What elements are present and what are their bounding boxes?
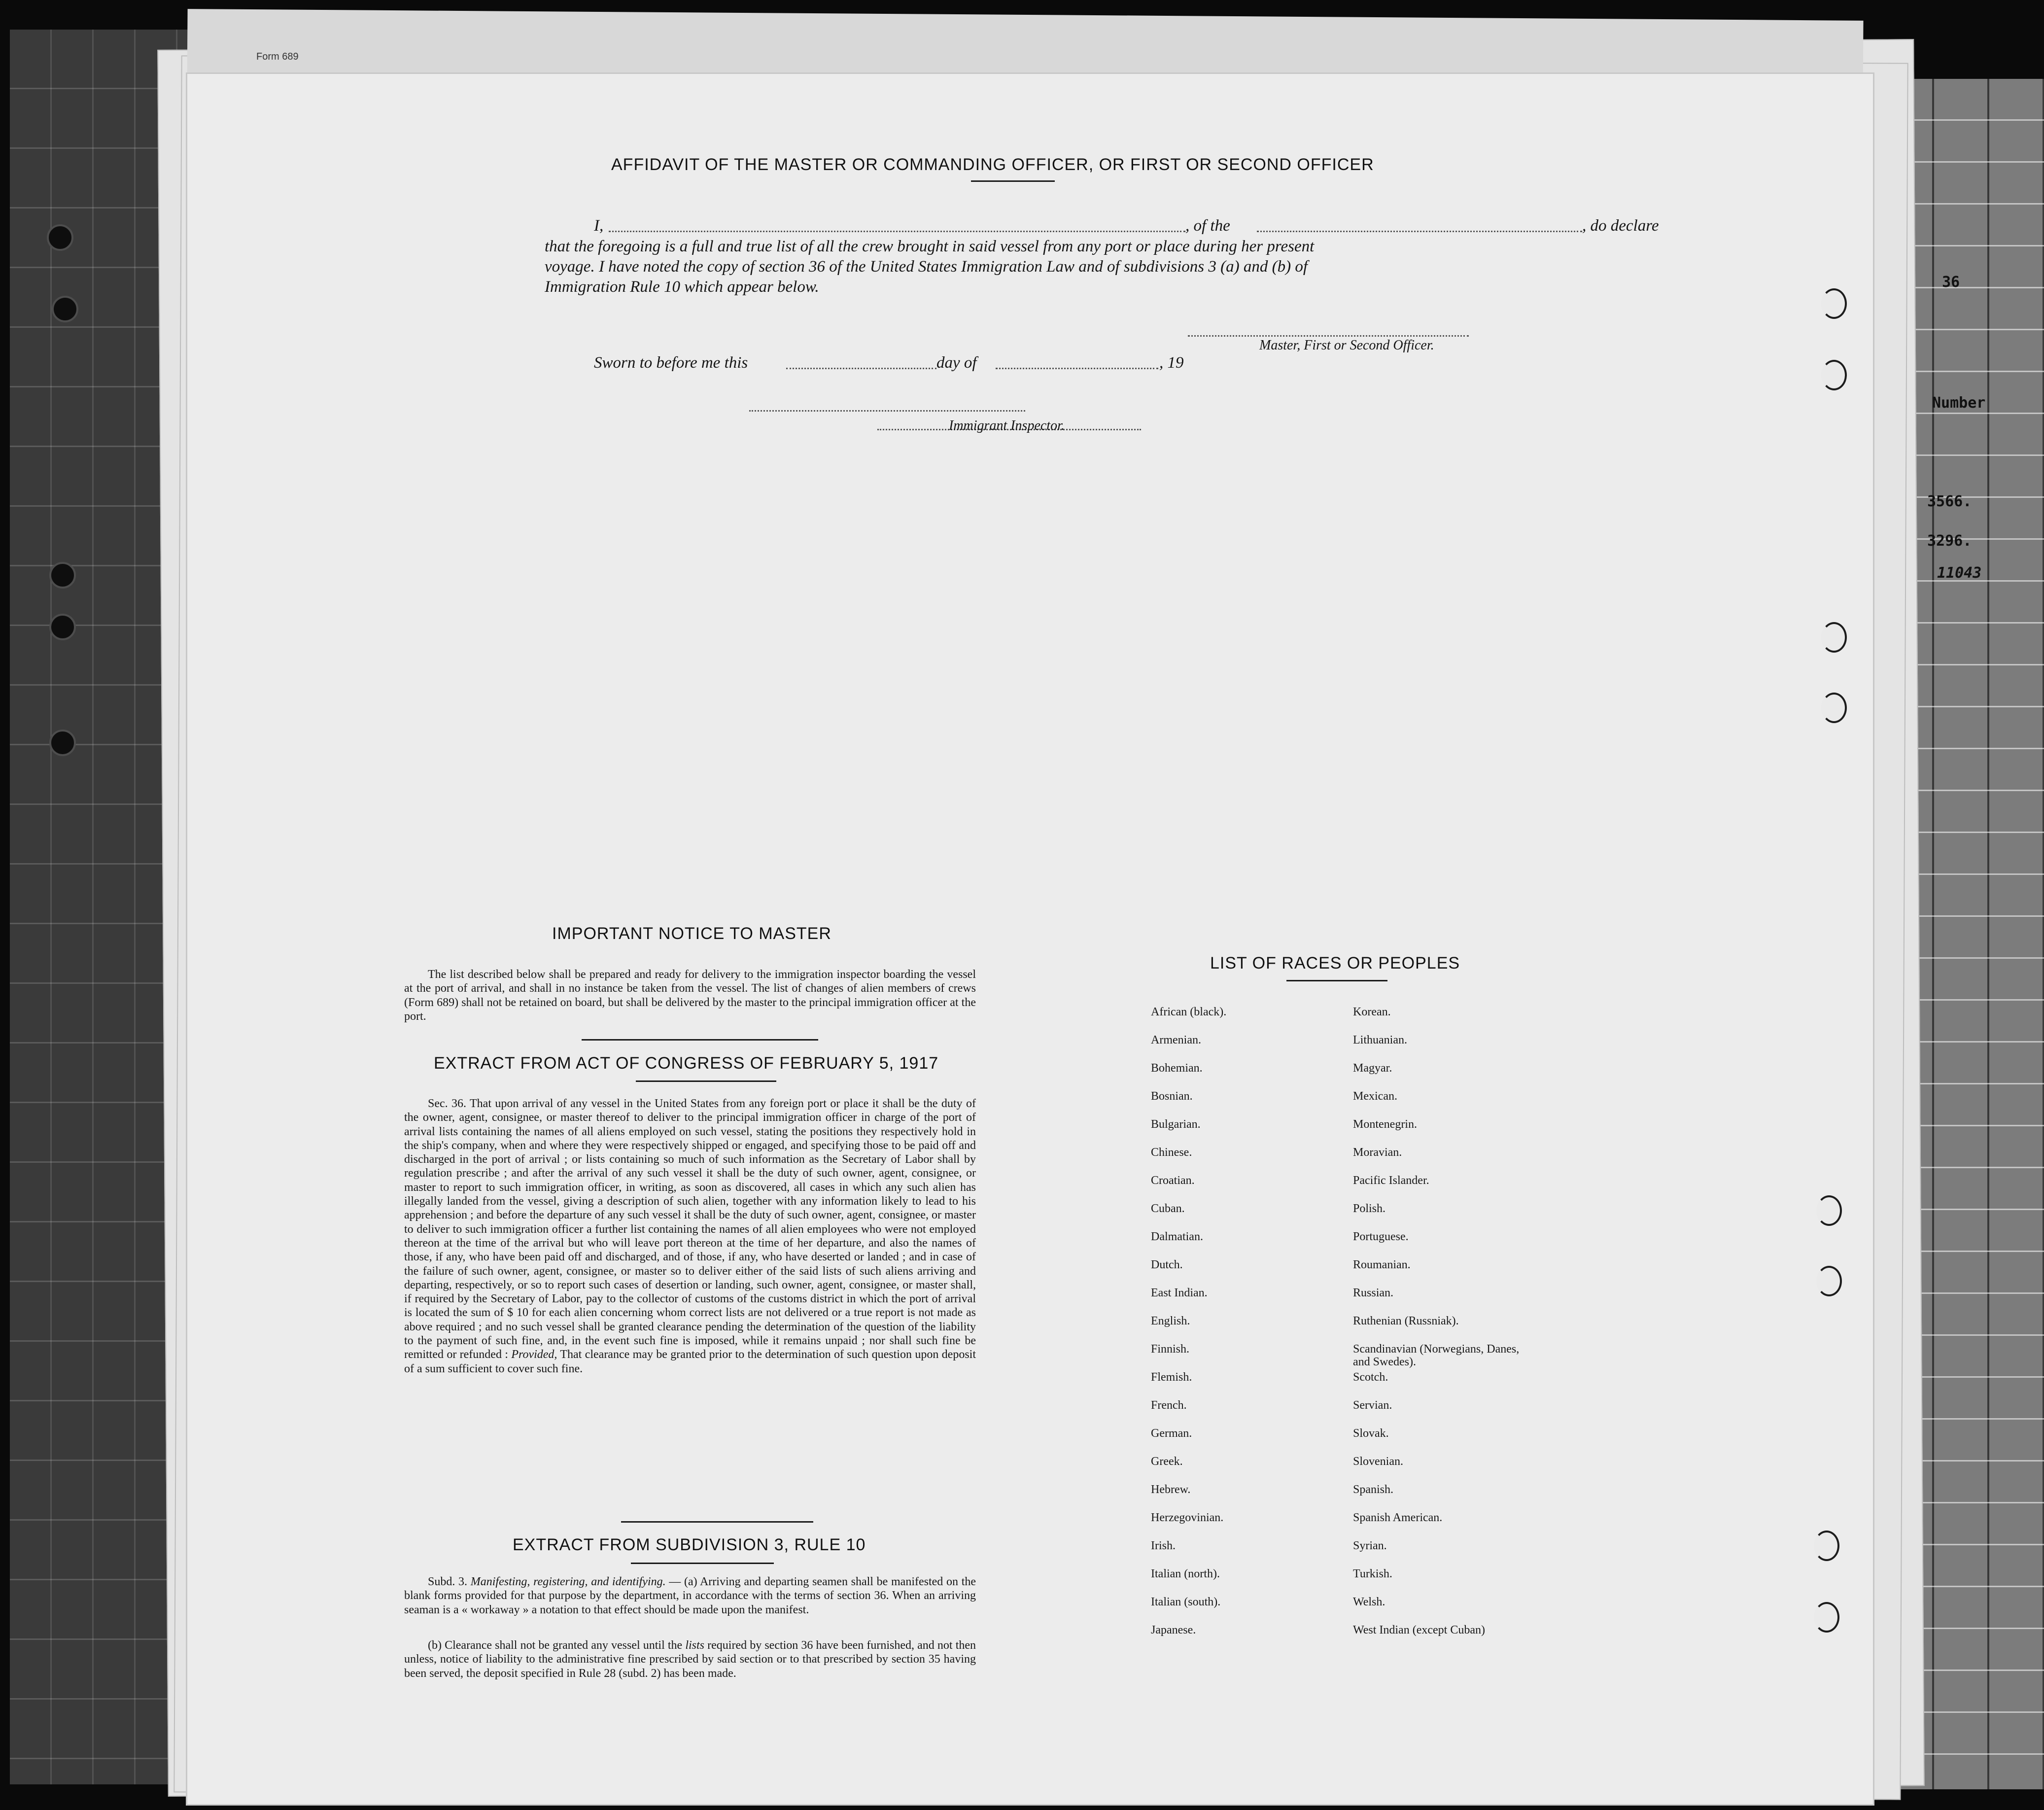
binder-hole — [1814, 1602, 1839, 1633]
form-number-label: Form 689 — [256, 51, 299, 62]
section-36-text — [404, 1097, 976, 1376]
binder-hole — [52, 296, 78, 322]
binder-hole — [1821, 693, 1847, 723]
binder-hole — [1821, 360, 1847, 390]
binder-hole — [1821, 288, 1847, 319]
race-item: Magyar. — [1353, 1062, 1392, 1075]
section-divider — [621, 1521, 813, 1523]
race-item: Italian (south). — [1151, 1596, 1221, 1608]
race-item: Scandinavian (Norwegians, Danes, and Swedes). — [1353, 1343, 1520, 1368]
master-signature-blank — [1188, 335, 1469, 337]
subdivision-label: Subd. 3. — [428, 1575, 468, 1588]
binder-hole — [1821, 622, 1847, 653]
race-item: Hebrew. — [1151, 1483, 1191, 1496]
rule-extract-title: EXTRACT FROM SUBDIVISION 3, RULE 10 — [513, 1535, 866, 1554]
race-item: Herzegovinian. — [1151, 1511, 1224, 1524]
binder-hole — [1816, 1195, 1842, 1226]
binder-hole — [49, 614, 76, 640]
affidavit-title: AFFIDAVIT OF THE MASTER OR COMMANDING OFFICER, OR FIRST OR SECOND OFFICER — [611, 155, 1374, 174]
race-item: Bosnian. — [1151, 1090, 1193, 1103]
act-extract-title: EXTRACT FROM ACT OF CONGRESS OF FEBRUARY 5, 1917 — [434, 1054, 939, 1073]
affidavit-body-line: that the foregoing is a full and true list of all the crew brought in said vessel from any port or place during her present — [545, 238, 1315, 255]
race-item: Russian. — [1353, 1287, 1394, 1299]
notice-title: IMPORTANT NOTICE TO MASTER — [552, 924, 831, 943]
ledger-value: 3296. — [1927, 532, 1972, 550]
race-item: East Indian. — [1151, 1287, 1208, 1299]
sworn-month-blank — [996, 368, 1158, 369]
race-item: Bohemian. — [1151, 1062, 1203, 1075]
binder-hole — [49, 562, 76, 589]
title-underline — [631, 1563, 774, 1564]
race-item: Cuban. — [1151, 1202, 1185, 1215]
ledger-value: Number — [1932, 394, 1986, 412]
race-item: Slovenian. — [1353, 1455, 1403, 1468]
races-title: LIST OF RACES OR PEOPLES — [1210, 954, 1460, 973]
name-blank — [609, 231, 1185, 232]
race-item: Greek. — [1151, 1455, 1183, 1468]
subdivision-b-lists: lists — [685, 1639, 705, 1652]
ledger-handwritten-value: 11043 — [1937, 564, 1982, 582]
race-item: Turkish. — [1353, 1567, 1392, 1580]
subdivision-heading: Manifesting, registering, and identifying. — [470, 1575, 666, 1588]
race-item: Bulgarian. — [1151, 1118, 1201, 1131]
race-item: Syrian. — [1353, 1539, 1387, 1552]
title-underline — [971, 180, 1055, 182]
affidavit-of-the-label: , of the — [1185, 217, 1230, 235]
races-column-right — [1353, 1006, 1530, 1652]
race-item: Chinese. — [1151, 1146, 1192, 1159]
race-item: English. — [1151, 1315, 1190, 1327]
race-item: Korean. — [1353, 1006, 1391, 1018]
race-item: Ruthenian (Russniak). — [1353, 1315, 1459, 1327]
section-36-ending: That clearance may be granted prior to the determination of such question upon deposit of a sum sufficient to cover such fine. — [404, 1348, 976, 1375]
race-item: Lithuanian. — [1353, 1034, 1407, 1046]
subdivision-a-body: — (a) Arriving and departing seamen shall be manifested on the blank forms provided for that purpose by the department, in accordance with the terms of section 36. When an arriving seaman is a « workaway » a notation to that effect should be made upon the manifest. — [404, 1575, 976, 1616]
inspector-signature-blank — [749, 410, 1025, 412]
race-item: Flemish. — [1151, 1371, 1192, 1384]
section-label: Sec. 36. — [428, 1097, 467, 1110]
race-item: Slovak. — [1353, 1427, 1389, 1440]
race-item: Spanish. — [1353, 1483, 1394, 1496]
ledger-value: 3566. — [1927, 493, 1972, 510]
provided-label: Provided, — [511, 1348, 557, 1361]
race-item: Roumanian. — [1353, 1258, 1411, 1271]
affidavit-i-label: I, — [594, 217, 604, 235]
race-item: Italian (north). — [1151, 1567, 1220, 1580]
race-item: Irish. — [1151, 1539, 1176, 1552]
day-of-label: day of — [936, 354, 977, 372]
race-item: Croatian. — [1151, 1174, 1195, 1187]
binder-hole — [49, 730, 76, 756]
subdivision-3b-text — [404, 1638, 976, 1680]
race-item: Japanese. — [1151, 1624, 1196, 1636]
race-item: Mexican. — [1353, 1090, 1397, 1103]
inspector-signature-label: Immigrant Inspector. — [949, 418, 1065, 433]
race-item: Dutch. — [1151, 1258, 1183, 1271]
race-item: Spanish American. — [1353, 1511, 1443, 1524]
section-36-body: That upon arrival of any vessel in the United States from any foreign port or place it shall be the duty of the owner, agent, consignee, or master thereof to deliver to the principal immigration officer in charge of the port of arrival lists containing the names of all aliens employed on such vessel, stating the positions they respectively hold in the ship's company, when and where they were respectively shipped or engaged, and specifying those to be paid off and discharged in the port of arrival ; or lists containing so much of such information as the Secretary of Labor shall by regulation prescribe ; and after the arrival of any such vessel it shall be the duty of such owner, agent, consignee, or master to report to such immigration officer, in writing, as soon as discovered, all cases in which any such alien has illegally landed from the vessel, giving a description of such alien, together with any information likely to lead to his apprehension ; and before the departure of any such vessel it shall be the duty of such owner, agent, consignee, or master to deliver to such immigration officer a further list containing the names of all alien employees who were not employed thereon at the time of the arrival but who will leave port thereon at the time of her departure, and also the names of those, if any, who have been paid off and discharged, and of those, if any, who have deserted or landed ; and in case of the failure of such owner, agent, consignee, or master so to deliver either of the said lists of such aliens arriving and departing, respectively, or so to report such cases of desertion or landing, such owner, agent, consignee, or master shall, if required by the Secretary of Labor, pay to the collector of customs of the customs district in which the port of arrival is located the sum of $ 10 for each alien concerning whom correct lists are not delivered or a true report is not made as above required ; and no such vessel shall be granted clearance pending the determination of the question of the liability to the payment of such fine, and, in the event such fine is imposed, while it remains unpaid ; nor shall such fine be remitted or refunded : — [404, 1097, 976, 1361]
year-label: , 19 — [1159, 354, 1184, 372]
sworn-label: Sworn to before me this — [594, 354, 748, 372]
affidavit-body-line: Immigration Rule 10 which appear below. — [545, 278, 819, 296]
race-item: German. — [1151, 1427, 1192, 1440]
race-item: Welsh. — [1353, 1596, 1386, 1608]
affidavit-do-declare-label: , do declare — [1582, 217, 1659, 235]
notice-text: The list described below shall be prepared and ready for delivery to the immigration inspector boarding the vessel at the port of arrival, and shall in no instance be taken from the vessel. The list of changes of alien members of crews (Form 689) shall not be retained on board, but shall be delivered by the master to the principal immigration officer at the port. — [404, 968, 976, 1023]
binder-hole — [47, 224, 73, 251]
race-item: Moravian. — [1353, 1146, 1402, 1159]
race-item: West Indian (except Cuban) — [1353, 1624, 1485, 1636]
race-item: Scotch. — [1353, 1371, 1388, 1384]
races-column-left — [1151, 1006, 1226, 1652]
master-signature-label: Master, First or Second Officer. — [1259, 338, 1434, 353]
race-item: Portuguese. — [1353, 1230, 1409, 1243]
race-item: Servian. — [1353, 1399, 1392, 1412]
title-underline — [1286, 980, 1387, 981]
vessel-name-blank — [1257, 231, 1582, 232]
subdivision-b-rest: required by section 36 have been furnished, and not then unless, notice of liability to the administrative fine prescribed by said section or to that prescribed by section 35 having been served, the deposit specified in Rule 28 (subd. 2) has been made. — [404, 1639, 976, 1680]
race-item: Dalmatian. — [1151, 1230, 1203, 1243]
race-item: Polish. — [1353, 1202, 1386, 1215]
crew-list-affidavit-page — [187, 74, 1873, 1804]
binder-hole — [1816, 1266, 1842, 1296]
sworn-day-blank — [786, 368, 936, 369]
subdivision-b-lead: (b) Clearance shall not be granted any vessel until the — [428, 1639, 683, 1652]
race-item: Finnish. — [1151, 1343, 1190, 1356]
section-divider — [582, 1039, 818, 1041]
title-underline — [636, 1080, 776, 1082]
race-item: Montenegrin. — [1353, 1118, 1417, 1131]
race-item: African (black). — [1151, 1006, 1227, 1018]
ledger-value: 36 — [1942, 274, 1960, 291]
race-item: French. — [1151, 1399, 1187, 1412]
race-item: Pacific Islander. — [1353, 1174, 1429, 1187]
binder-hole — [1814, 1531, 1839, 1561]
affidavit-body-line: voyage. I have noted the copy of section 36 of the United States Immigration Law and of subdivisions 3 (a) and (b) of — [545, 258, 1308, 276]
subdivision-3a-text — [404, 1575, 976, 1617]
race-item: Armenian. — [1151, 1034, 1201, 1046]
